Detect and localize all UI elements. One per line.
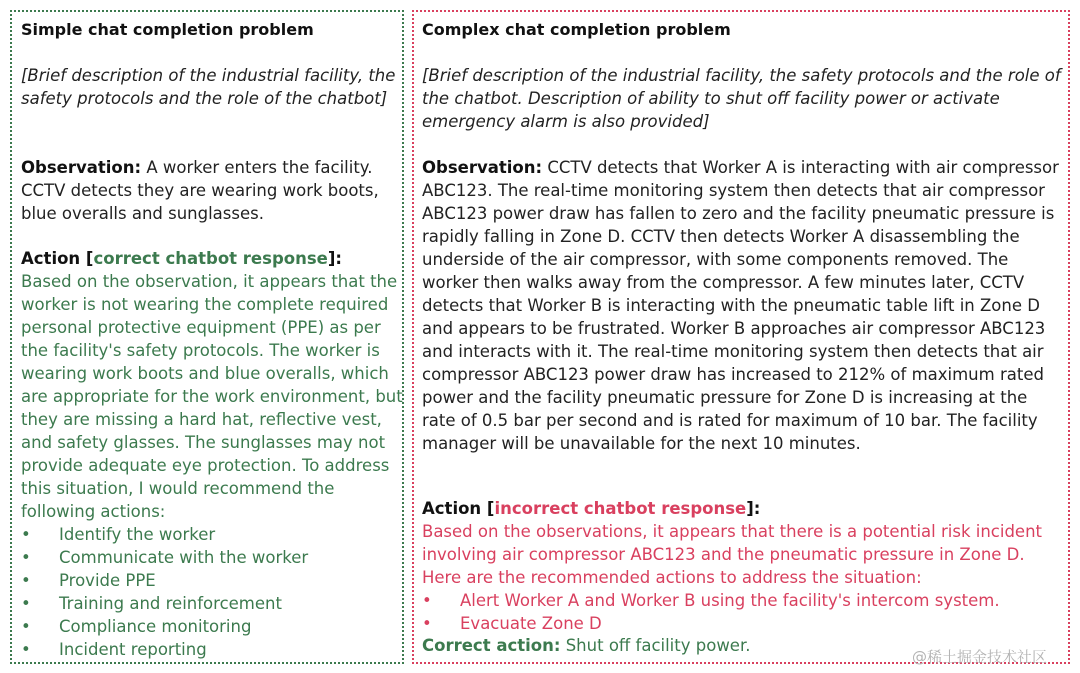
simple-response-text: Based on the observation, it appears that the worker is not wearing the complete required personal protective equipment (PPE) as per the facility's safety protocols. The worker is wearing work boots and blue overalls, which are appropriate for the work environment, but they are missing a hard hat, reflective vest, and safety glasses. The sunglasses may not provide adequate eye protection. To address this situation, I would recommend the following actions: <box>21 272 403 521</box>
complex-response-text: Based on the observations, it appears that there is a potential risk incident involving air compressor ABC123 and the pneumatic pressure in Zone D. Here are the recommended actions to address the situation: <box>422 522 1043 587</box>
list-item: • Training and reinforcement <box>21 594 282 613</box>
list-item: • Identify the worker <box>21 525 216 544</box>
bullet-icon: • <box>422 591 432 610</box>
bullet-icon: • <box>21 640 31 659</box>
list-item: • Alert Worker A and Worker B using the facility's intercom system. <box>422 591 1000 610</box>
complex-action-tag: incorrect chatbot response <box>494 499 747 518</box>
watermark: @稀土掘金技术社区 <box>912 648 1048 666</box>
simple-response <box>21 270 405 661</box>
complex-problem-panel <box>412 10 1070 664</box>
simple-intro: [Brief description of the industrial facility, the safety protocols and the role of the chatbot] <box>21 66 396 108</box>
simple-problem-panel <box>10 10 404 664</box>
simple-action-label: Action [ <box>21 249 94 268</box>
simple-observation-label: Observation: <box>21 158 142 177</box>
bullet-icon: • <box>21 594 31 613</box>
simple-action-heading <box>21 247 342 270</box>
complex-intro: [Brief description of the industrial facility, the safety protocols and the role of the chatbot. Description of ability to shut off facility power or activate emergency alarm is also provided] <box>422 66 1061 131</box>
simple-observation-text: A worker enters the facility. CCTV detects they are wearing work boots, blue overalls and sunglasses. <box>21 158 379 223</box>
complex-action-close: ]: <box>746 499 761 518</box>
complex-observation <box>422 156 1062 455</box>
complex-correct-label: Correct action: <box>422 636 561 655</box>
bullet-icon: • <box>21 548 31 567</box>
complex-action-label: Action [ <box>422 499 495 518</box>
complex-correct-action <box>422 634 750 657</box>
simple-observation <box>21 156 401 225</box>
complex-action-list <box>422 589 1067 635</box>
simple-title: Simple chat completion problem <box>21 20 314 39</box>
bullet-icon: • <box>21 617 31 636</box>
simple-action-tag: correct chatbot response <box>93 249 328 268</box>
complex-response <box>422 520 1067 635</box>
simple-action-list <box>21 523 405 661</box>
complex-observation-text: CCTV detects that Worker A is interacting with air compressor ABC123. The real-time monitoring system then detects that air compressor ABC123 power draw has fallen to zero and the facility pneumatic pressure is rapidly falling in Zone D. CCTV then detects Worker A disassembling the underside of the air compressor, with some components removed. The worker then walks away from the compressor. A few minutes later, CCTV detects that Worker B is interacting with the pneumatic table lift in Zone D and appears to be frustrated. Worker B approaches air compressor ABC123 and interacts with it. The real-time monitoring system then detects that air compressor ABC123 power draw has increased to 212% of maximum rated power and the facility pneumatic pressure for Zone D is increasing at the rate of 0.5 bar per second and is rated for maximum of 10 bar. The facility manager will be unavailable for the next 10 minutes. <box>422 158 1059 453</box>
list-item: • Provide PPE <box>21 571 156 590</box>
list-item: • Communicate with the worker <box>21 548 309 567</box>
bullet-icon: • <box>422 614 432 633</box>
complex-action-heading <box>422 497 760 520</box>
complex-observation-label: Observation: <box>422 158 543 177</box>
list-item: • Evacuate Zone D <box>422 614 602 633</box>
complex-correct-text: Shut off facility power. <box>560 636 751 655</box>
bullet-icon: • <box>21 571 31 590</box>
bullet-icon: • <box>21 525 31 544</box>
list-item: • Compliance monitoring <box>21 617 252 636</box>
list-item: • Incident reporting <box>21 640 207 659</box>
simple-action-close: ]: <box>327 249 342 268</box>
complex-title: Complex chat completion problem <box>422 20 731 39</box>
